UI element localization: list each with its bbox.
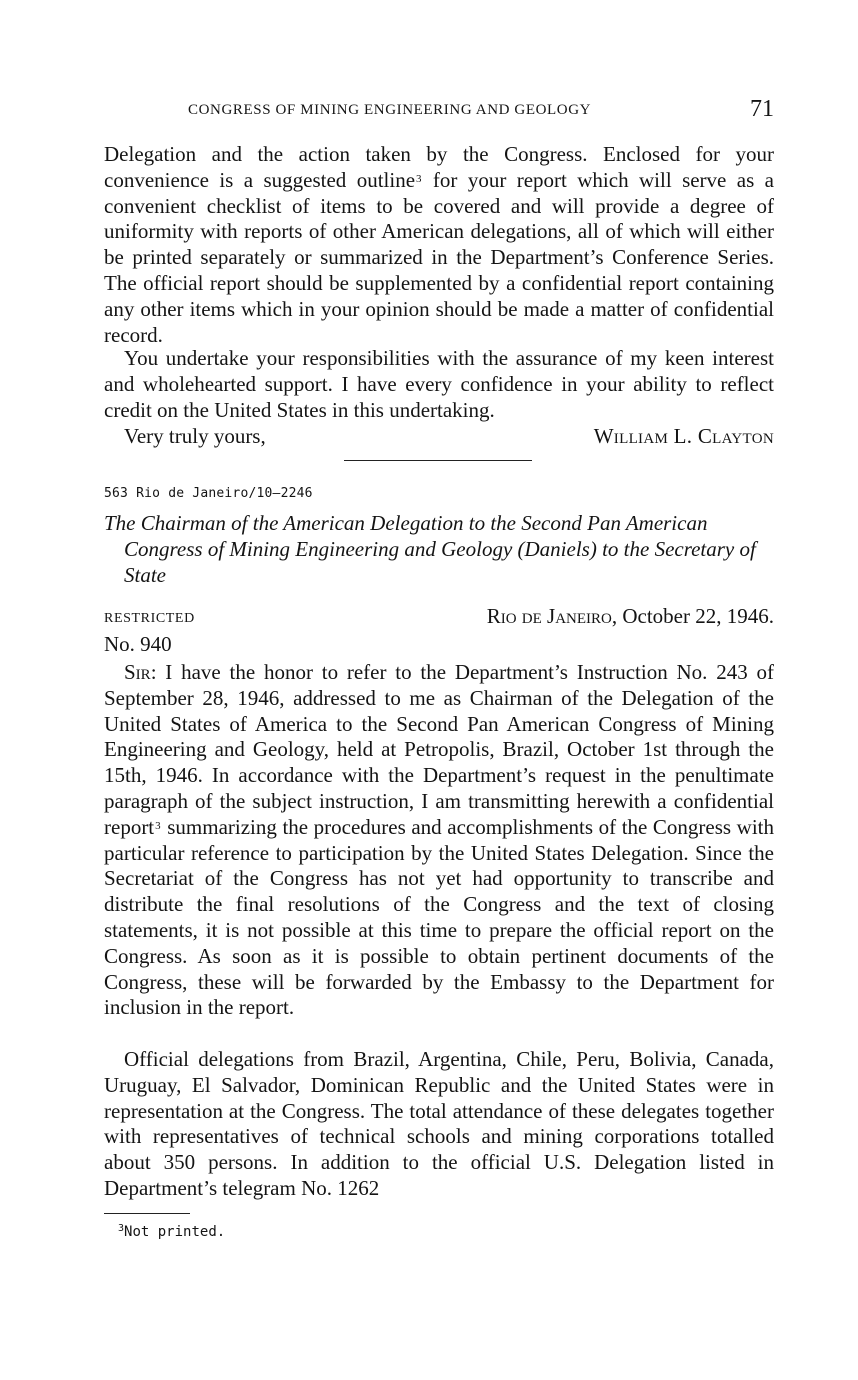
- footnote: [118, 1224, 225, 1240]
- document-number: No. 940: [104, 632, 172, 656]
- footnote-mark: 3: [118, 1223, 125, 1234]
- dateline: [487, 604, 774, 629]
- dateline-place: Rio de Janeiro: [486, 604, 612, 628]
- document-title: The Chairman of the American Delegation to the Second Pan American Congress of Mining Engineering and Geology (Daniels) to the Secretary of State: [104, 511, 756, 587]
- document-paragraph-2: Official delegations from Brazil, Argentina, Chile, Peru, Bolivia, Canada, Uruguay, El Salvador, Dominican Republic and the United States were in representation at the Congress. The total attendance of these delegates together with representatives of technical schools and mining corporations totalled about 350 persons. In addition to the official U.S. Delegation listed in Department’s telegram No. 1262: [104, 1047, 774, 1200]
- letter-paragraph-1-text-a: Delegation and the action taken by the Congress. Enclosed for your convenience is a suggested outline: [104, 142, 774, 192]
- running-header: [104, 96, 774, 126]
- letter-paragraph-1: [104, 142, 774, 348]
- section-divider: [344, 460, 532, 461]
- letter-paragraph-2: You undertake your responsibilities with the assurance of my keen interest and wholehearted support. I have every confidence in your ability to reflect credit on the United States in this undertaking.: [104, 346, 774, 422]
- footnote-reference: 3: [155, 819, 161, 832]
- letter-paragraph-1-text-b: for your report which will serve as a convenient checklist of items to be covered and will provide a degree of uniformity with reports of other American delegations, all of which will either be printed separately or summarized in the Department’s Conference Series. The official report should be supplemented by a confidential report containing any other items which in your opinion should be made a matter of confidential record.: [104, 167, 774, 347]
- running-title: CONGRESS OF MINING ENGINEERING AND GEOLOGY: [188, 102, 592, 118]
- footnote-text: Not printed.: [124, 1224, 226, 1240]
- page-number: 71: [750, 96, 774, 122]
- document-paragraph-1: [104, 660, 774, 1021]
- classification-label: RESTRICTED: [104, 611, 195, 626]
- footnote-reference: 3: [416, 172, 422, 185]
- signature: William L. Clayton: [593, 424, 774, 448]
- dateline-date: , October 22, 1946.: [611, 604, 774, 628]
- complimentary-close: Very truly yours,: [124, 424, 266, 448]
- file-number: 563 Rio de Janeiro/10–2246: [104, 486, 313, 501]
- document-paragraph-1-text-b: summarizing the procedures and accomplishments of the Congress with particular reference to participation by the United States Delegation. Since the Secretariat of the Congress has not yet had opportunity to transcribe and distribute the final resolutions of the Congress and the text of closing statements, it is not possible at this time to prepare the official report on the Congress. As soon as it is possible to obtain pertinent documents of the Congress, these will be forwarded by the Embassy to the Department for inclusion in the report.: [104, 814, 774, 1020]
- document-paragraph-1-text-a: : I have the honor to refer to the Department’s Instruction No. 243 of September 28, 1946, addressed to me as Chairman of the Delegation of the United States of America to the Second Pan American Congress of Mining Engineering and Geology, held at Petropolis, Brazil, October 1st through the 15th, 1946. In accordance with the Department’s request in the penultimate paragraph of the subject instruction, I am transmitting herewith a confidential report: [104, 660, 774, 839]
- letter-closing: [104, 424, 774, 450]
- footnote-divider: [104, 1213, 190, 1214]
- salutation: Sir: [124, 660, 151, 684]
